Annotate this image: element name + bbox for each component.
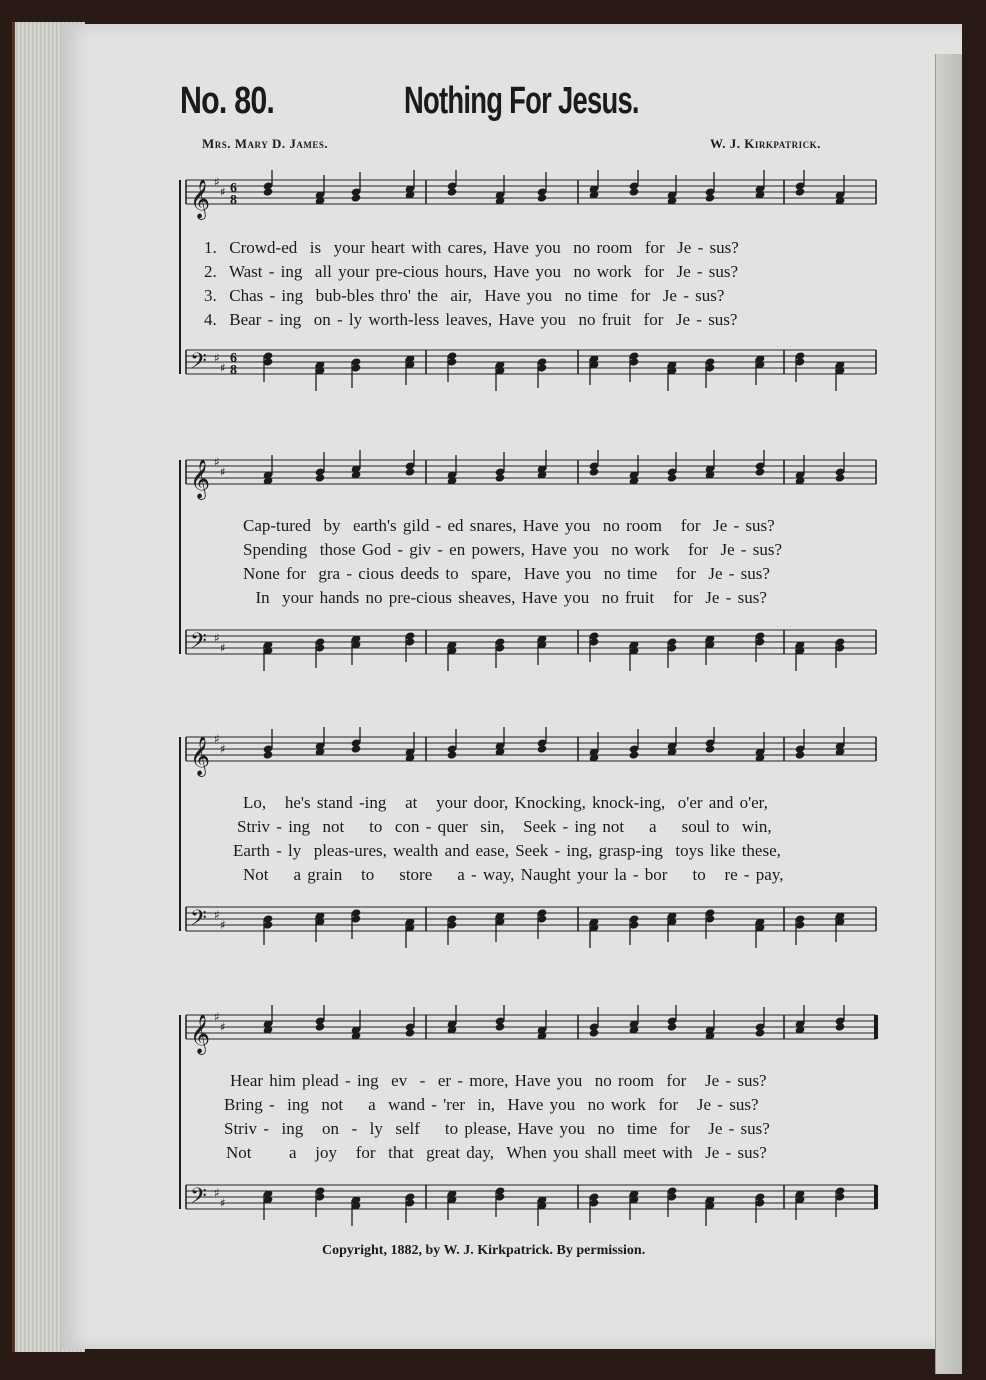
note-head: [795, 187, 806, 196]
note-head: [315, 1022, 326, 1031]
hymn-header: [0, 80, 986, 140]
sharp-icon: ♯: [214, 908, 220, 922]
bass-clef-icon: 𝄢: [190, 349, 207, 379]
verse-1-line: Hear him plead - ing ev - er - more, Have you no room for Je - sus?: [230, 1071, 767, 1090]
verse-4-line: In your hands no pre-cious sheaves, Have you no fruit for Je - sus?: [243, 588, 767, 607]
note-head: [405, 1028, 416, 1037]
sharp-icon: ♯: [220, 918, 226, 932]
time-signature-bottom: 8: [230, 363, 237, 378]
note-head: [835, 473, 846, 482]
verse-3-line: Earth - ly pleas-ures, wealth and ease, Seek - ing, grasp-ing toys like these,: [233, 841, 781, 860]
note-head: [495, 473, 506, 482]
note-head: [495, 1022, 506, 1031]
note-head: [835, 1022, 846, 1031]
treble-clef-icon: 𝄞: [190, 1014, 211, 1054]
note-head: [537, 744, 548, 753]
treble-clef-icon: 𝄞: [190, 736, 211, 776]
note-head: [447, 187, 458, 196]
sharp-icon: ♯: [214, 1186, 220, 1200]
note-head: [667, 473, 678, 482]
note-head: [667, 1022, 678, 1031]
note-head: [537, 193, 548, 202]
sharp-icon: ♯: [220, 1020, 226, 1034]
note-head: [351, 744, 362, 753]
treble-clef-icon: 𝄞: [190, 459, 211, 499]
verse-1-line: 1. Crowd-ed is your heart with cares, Have you no room for Je - sus?: [204, 238, 739, 257]
hymn-number: No. 80.: [180, 80, 275, 122]
sharp-icon: ♯: [220, 185, 226, 199]
sharp-icon: ♯: [214, 732, 220, 746]
sharp-icon: ♯: [220, 641, 226, 655]
sharp-icon: ♯: [214, 1010, 220, 1024]
composer-credit: W. J. Kirkpatrick.: [710, 136, 821, 151]
verse-4-line: Not a joy for that great day, When you shall meet with Je - sus?: [226, 1143, 767, 1162]
sharp-icon: ♯: [214, 351, 220, 365]
note-head: [629, 187, 640, 196]
note-head: [589, 1028, 600, 1037]
verse-2-line: Striv - ing not to con - quer sin, Seek - ing not a soul to win,: [237, 817, 772, 836]
verse-2-line: Spending those God - giv - en powers, Have you no work for Je - sus?: [243, 540, 783, 559]
verse-2-line: 2. Wast - ing all your pre-cious hours, Have you no work for Je - sus?: [204, 262, 739, 281]
sharp-icon: ♯: [220, 465, 226, 479]
verse-3-line: Striv - ing on - ly self to please, Have you no time for Je - sus?: [224, 1119, 770, 1138]
time-signature-top: 6: [230, 181, 237, 196]
note-head: [705, 193, 716, 202]
note-head: [315, 473, 326, 482]
verse-2-line: Bring - ing not a wand - 'rer in, Have you no work for Je - sus?: [224, 1095, 759, 1114]
note-head: [405, 467, 416, 476]
note-head: [795, 750, 806, 759]
sharp-icon: ♯: [220, 742, 226, 756]
time-signature-bottom: 8: [230, 193, 237, 208]
sharp-icon: ♯: [214, 175, 220, 189]
bass-clef-icon: 𝄢: [190, 629, 207, 659]
note-head: [589, 467, 600, 476]
copyright-notice: Copyright, 1882, by W. J. Kirkpatrick. By permission.: [322, 1243, 646, 1258]
sharp-icon: ♯: [214, 455, 220, 469]
verse-3-line: 3. Chas - ing bub-bles thro' the air, Have you no time for Je - sus?: [204, 286, 725, 305]
note-head: [351, 193, 362, 202]
verse-1-line: Cap-tured by earth's gild - ed snares, Have you no room for Je - sus?: [243, 516, 775, 535]
note-head: [447, 750, 458, 759]
sharp-icon: ♯: [220, 361, 226, 375]
bass-clef-icon: 𝄢: [190, 906, 207, 936]
sharp-icon: ♯: [220, 1196, 226, 1210]
note-head: [755, 1028, 766, 1037]
bass-clef-icon: 𝄢: [190, 1184, 207, 1214]
verse-4-line: 4. Bear - ing on - ly worth-less leaves, Have you no fruit for Je - sus?: [204, 310, 738, 329]
verse-3-line: None for gra - cious deeds to spare, Have you no time for Je - sus?: [243, 564, 770, 583]
time-signature-top: 6: [230, 351, 237, 366]
note-head: [263, 750, 274, 759]
note-head: [629, 750, 640, 759]
note-head: [705, 744, 716, 753]
verse-1-line: Lo, he's stand -ing at your door, Knocking, knock-ing, o'er and o'er,: [243, 793, 768, 812]
note-head: [263, 187, 274, 196]
hymn-title: Nothing For Jesus.: [404, 80, 639, 122]
treble-clef-icon: 𝄞: [190, 179, 211, 219]
note-head: [755, 467, 766, 476]
lyricist-credit: Mrs. Mary D. James.: [202, 136, 329, 151]
verse-4-line: Not a grain to store a - way, Naught your la - bor to re - pay,: [243, 865, 784, 884]
sharp-icon: ♯: [214, 631, 220, 645]
